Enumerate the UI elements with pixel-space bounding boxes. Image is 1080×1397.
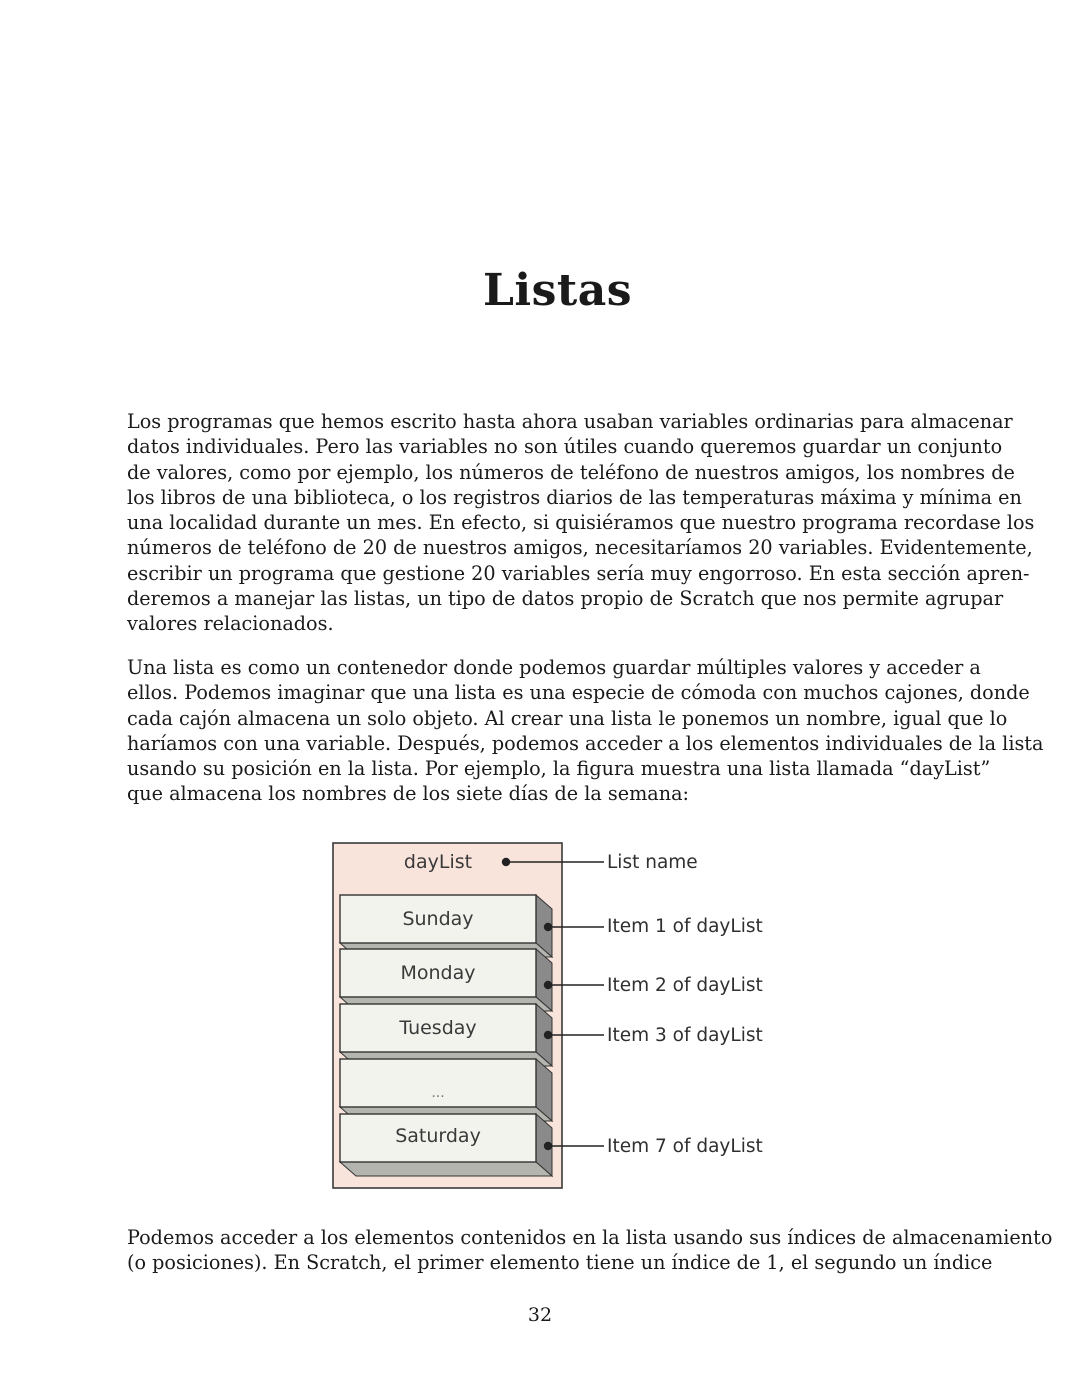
item-saturday: Saturday	[395, 1125, 481, 1147]
text-line: que almacena los nombres de los siete días de la semana:	[127, 782, 689, 806]
text-line: deremos a manejar las listas, un tipo de datos propio de Scratch que nos permite agrupar	[127, 587, 1004, 611]
paragraph-indices	[127, 1225, 1053, 1276]
paragraph-list-explanation	[127, 655, 1044, 807]
text-line: ellos. Podemos imaginar que una lista es una especie de cómoda con muchos cajones, donde	[127, 681, 1030, 705]
paragraph-intro	[127, 409, 1035, 637]
item-sunday: Sunday	[402, 908, 474, 930]
item-tuesday: Tuesday	[399, 1017, 477, 1039]
text-line: haríamos con una variable. Después, podemos acceder a los elementos individuales de la lista	[127, 731, 1044, 755]
text-line: Podemos acceder a los elementos contenidos en la lista usando sus índices de almacenamiento	[127, 1226, 1053, 1249]
daylist-figure	[330, 840, 770, 1192]
text-line: cada cajón almacena un solo objeto. Al crear una lista le ponemos un nombre, igual que lo	[127, 706, 1008, 730]
text-line: (o posiciones). En Scratch, el primer elemento tiene un índice de 1, el segundo un índice	[127, 1251, 993, 1275]
list-name-label: dayList	[403, 851, 473, 873]
drawer-ellipsis	[340, 1059, 552, 1121]
callout-item2: Item 2 of dayList	[607, 975, 763, 996]
callout-list-name: List name	[607, 852, 698, 873]
text-line: números de teléfono de 20 de nuestros amigos, necesitaríamos 20 variables. Evidentemente,	[127, 536, 1033, 560]
callout-item7: Item 7 of dayList	[607, 1136, 763, 1157]
callout-item3: Item 3 of dayList	[607, 1025, 763, 1046]
text-line: usando su posición en la lista. Por ejemplo, la figura muestra una lista llamada “dayList”	[127, 757, 991, 781]
text-line: Los programas que hemos escrito hasta ahora usaban variables ordinarias para almacenar	[127, 410, 1013, 433]
text-line: Una lista es como un contenedor donde podemos guardar múltiples valores y acceder a	[127, 656, 981, 679]
text-line: una localidad durante un mes. En efecto, si quisiéramos que nuestro programa recordase los	[127, 511, 1035, 535]
text-line: escribir un programa que gestione 20 variables sería muy engorroso. En esta sección apren-	[127, 561, 1030, 585]
text-line: datos individuales. Pero las variables no son útiles cuando queremos guardar un conjunto	[127, 435, 1003, 459]
page-number: 32	[527, 1304, 553, 1326]
text-line: de valores, como por ejemplo, los números de teléfono de nuestros amigos, los nombres de	[127, 460, 1015, 484]
text-line: valores relacionados.	[127, 612, 334, 636]
callout-item1: Item 1 of dayList	[607, 916, 763, 937]
item-monday: Monday	[400, 962, 476, 984]
text-line: los libros de una biblioteca, o los registros diarios de las temperaturas máxima y mínima en	[127, 485, 1022, 509]
item-ellipsis: ...	[431, 1085, 445, 1101]
page-title: Listas	[482, 265, 633, 316]
